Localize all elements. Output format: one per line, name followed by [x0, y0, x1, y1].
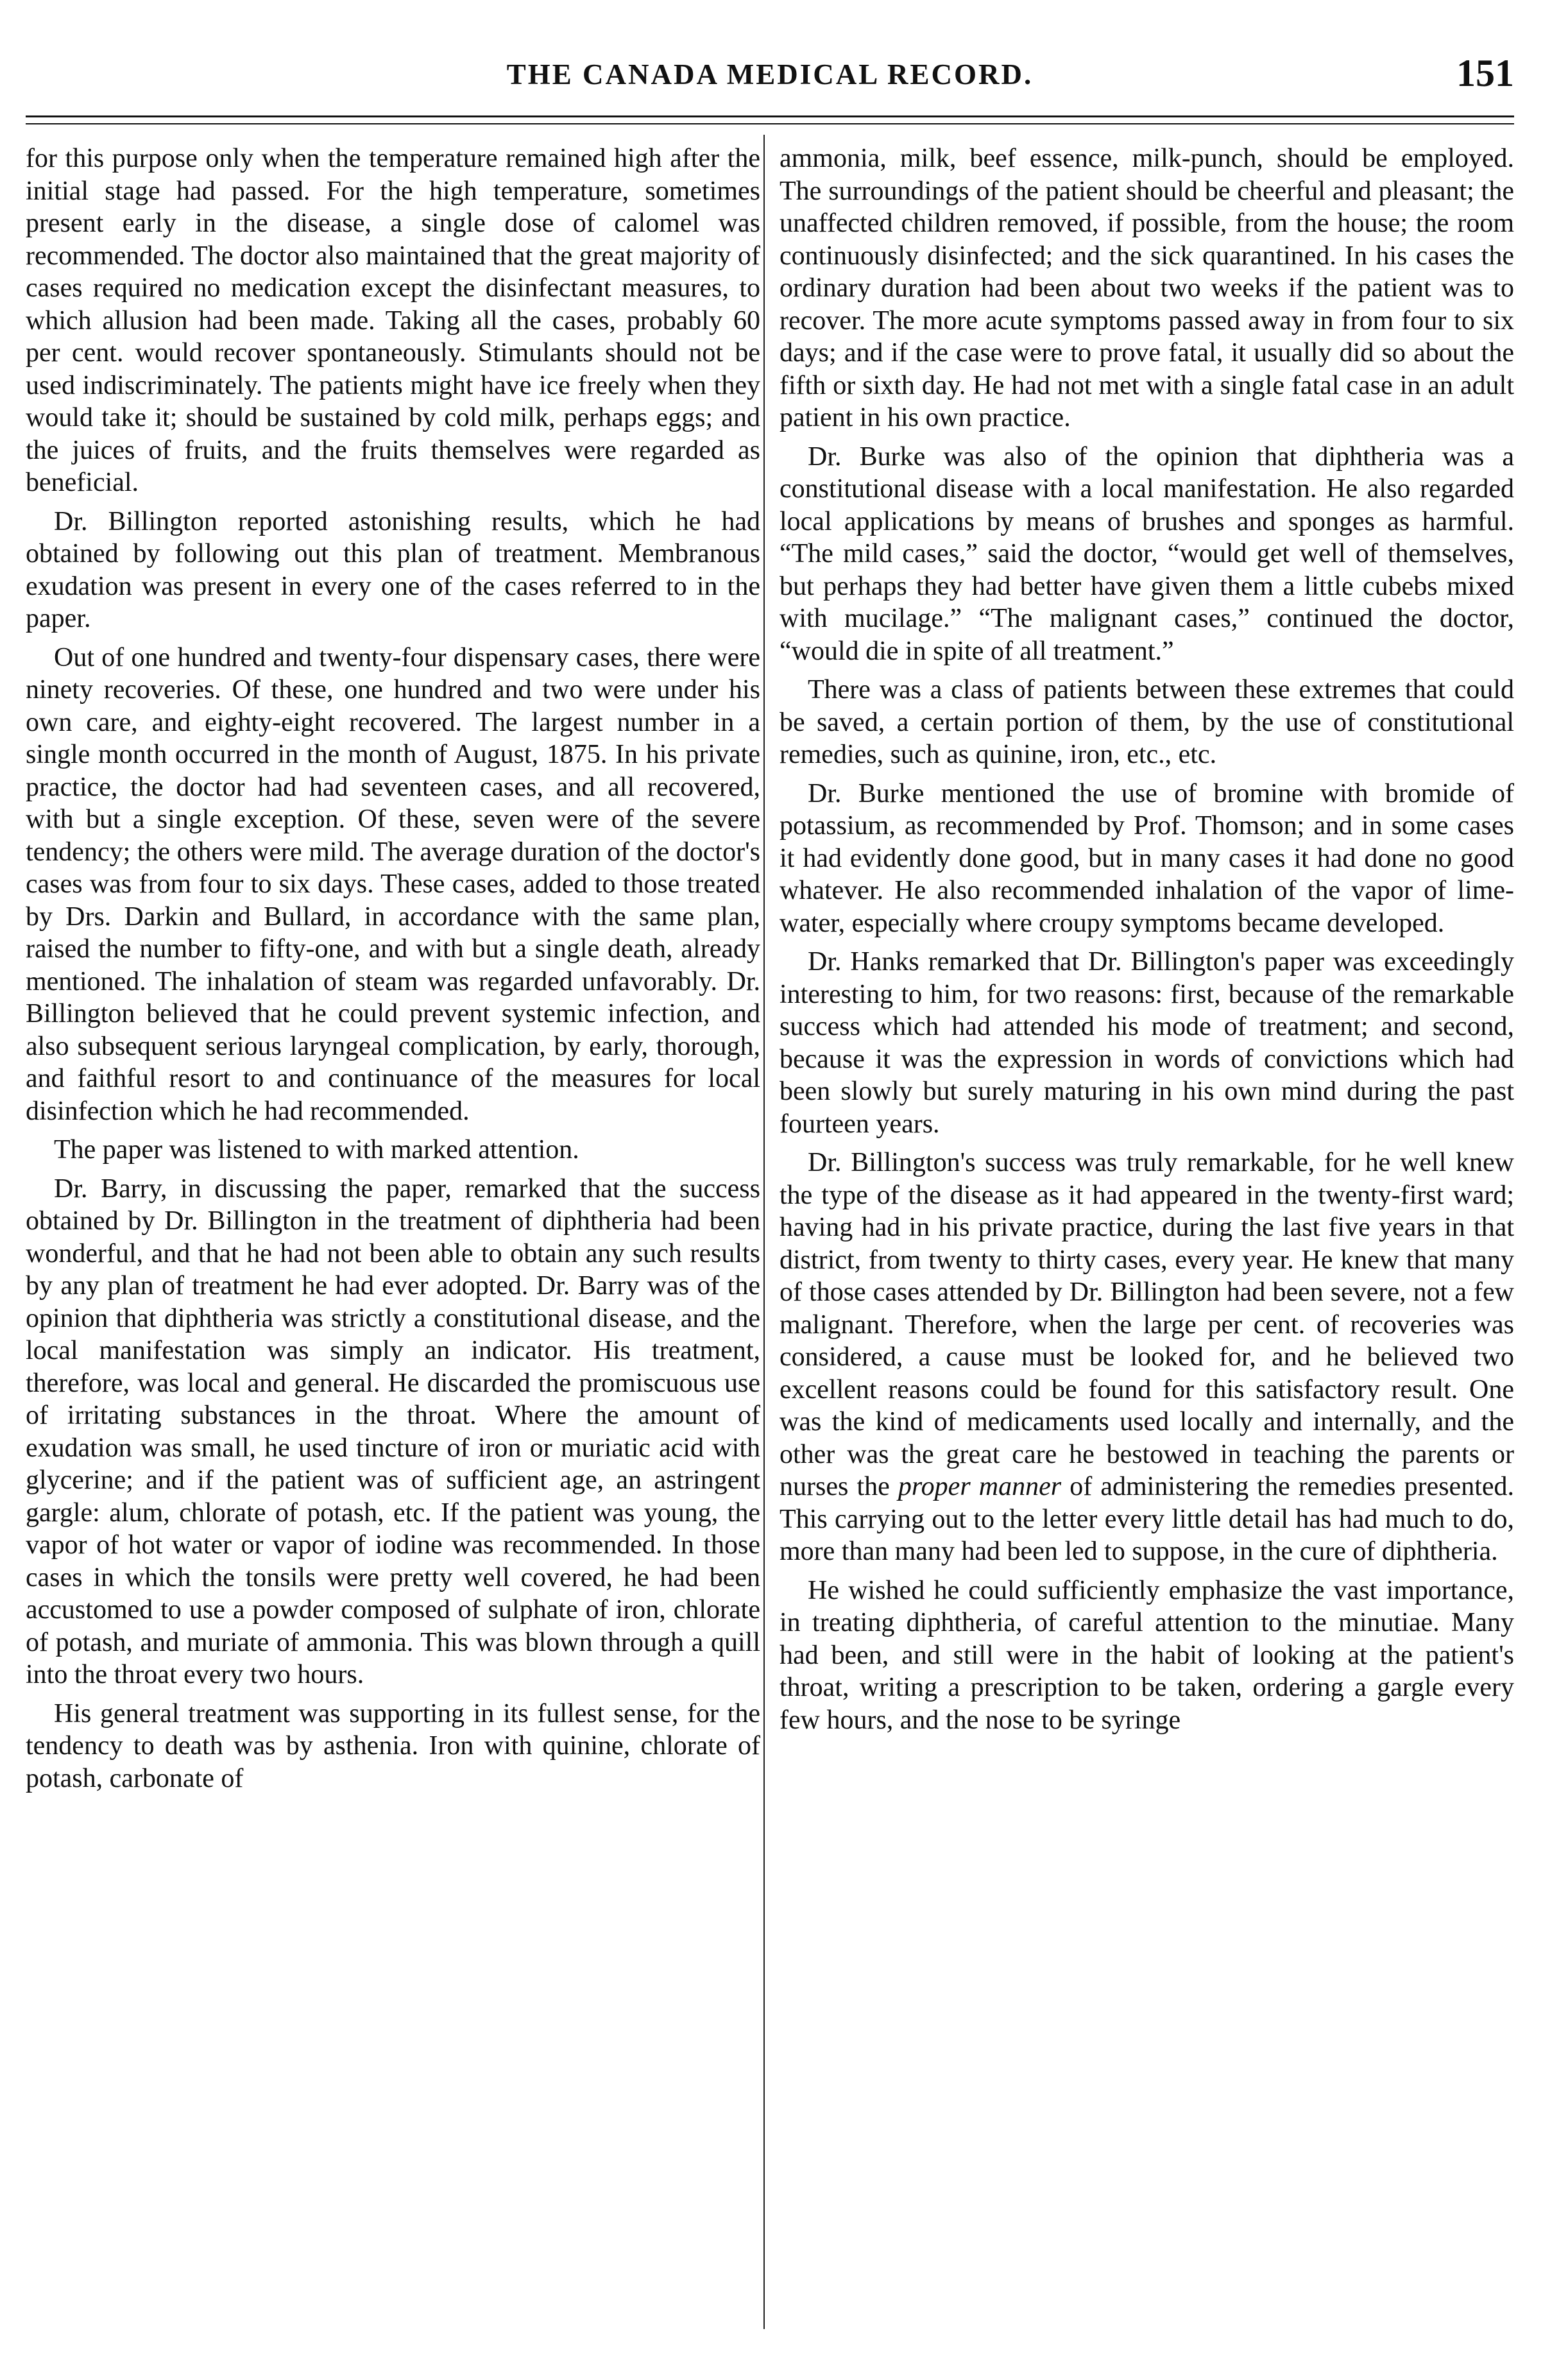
paragraph: There was a class of patients between these extremes that could be saved, a certain portion of them, by the use of constitutional remedies, such as quinine, iron, etc., etc. — [780, 675, 1514, 769]
paragraph: Dr. Barry, in discussing the paper, remarked that the success obtained by Dr. Billington in the treatment of diphtheria had been wonderful, and that he had not been able to obtain any such results by any plan of treatment he had ever adopted. Dr. Barry was of the opinion that diphtheria was strictly a constitutional disease, and the local manifestation was simply an indicator. His treatment, therefore, was local and general. He discarded the promiscuous use of irritating substances in the throat. Where the amount of exudation was small, he used tincture of iron or muriatic acid with glycerine; and if the patient was of sufficient age, an astringent gargle: alum, chlorate of potash, etc. If the patient was young, the vapor of hot water or vapor of iodine was recommended. In those cases in which the tonsils were pretty well covered, he had been accustomed to use a powder composed of sulphate of iron, chlorate of potash, and muriate of ammonia. This was blown through a quill into the throat every two hours. — [26, 1174, 760, 1689]
left-column — [26, 142, 760, 1795]
page-header — [26, 46, 1514, 104]
paragraph: Dr. Burke was also of the opinion that diphtheria was a constitutional disease with a local manifestation. He also regarded local applications by means of brushes and sponges as harmful. “The mild cases,” said the doctor, “would get well of themselves, but perhaps they had better have given them a little cubebs mixed with mucilage.” “The malignant cases,” continued the doctor, “would die in spite of all treatment.” — [780, 441, 1514, 666]
header-rule — [26, 115, 1514, 117]
paragraph: Dr. Hanks remarked that Dr. Billington's paper was exceedingly interesting to him, for two reasons: first, because of the remarkable success which had attended his mode of treatment; and second, because it was the expression in words of convictions which had been slowly but surely maturing in his own mind during the past fourteen years. — [780, 947, 1514, 1139]
paragraph: Out of one hundred and twenty-four dispensary cases, there were ninety recoveries. Of these, one hundred and two were under his own care, and eighty-eight recovered. The largest number in a single month occurred in the month of August, 1875. In his private practice, the doctor had had seventeen cases, and all recovered, with but a single exception. Of these, seven were of the severe tendency; the others were mild. The average duration of the doctor's cases was from four to six days. These cases, added to those treated by Drs. Darkin and Bullard, in accordance with the same plan, raised the number to fifty-one, and with but a single death, already mentioned. The inhalation of steam was regarded unfavorably. Dr. Billington believed that he could prevent systemic infection, and also subsequent serious laryngeal complication, by early, thorough, and faithful resort to and continuance of the measures for local disinfection which he had recommended. — [26, 642, 760, 1126]
paragraph: Dr. Burke mentioned the use of bromine with bromide of potassium, as recommended by Prof. Thomson; and in some cases it had evidently done good, but in many cases it had done no good whatever. He also recommended inhalation of the vapor of lime-water, especially where croupy symptoms became developed. — [780, 778, 1514, 938]
paragraph: He wished he could sufficiently emphasize the vast importance, in treating diphtheria, of careful attention to the minutiae. Many had been, and still were in the habit of looking at the patient's throat, writing a prescription to be taken, ordering a gargle every few hours, and the nose to be syringe — [780, 1575, 1514, 1735]
paragraph — [780, 1147, 1514, 1568]
paragraph-text: Dr. Billington's success was truly remarkable, for he well knew the type of the disease as it had appeared in the twenty-first ward; having had in his private practice, during the last five years in that district, from twenty to thirty cases, every year. He knew that many of those cases attended by Dr. Billington had been severe, not a few malignant. Therefore, when the large per cent. of recoveries was considered, a cause must be looked for, and he believed two excellent reasons could be found for this satisfactory result. One was the kind of medicaments used locally and internally, and the other was the great care he bestowed in teaching the parents or nurses the — [780, 1148, 1514, 1501]
column-divider — [763, 135, 765, 2329]
emphasis-text: proper manner — [898, 1472, 1062, 1501]
right-column — [780, 142, 1514, 1736]
paragraph-text: of administering the remedies presented. This carrying out to the letter every little detail has had much to do, more than many had been led to suppose, in the cure of diphtheria. — [780, 1472, 1514, 1566]
running-head: THE CANADA MEDICAL RECORD. — [506, 58, 1034, 90]
paragraph: His general treatment was supporting in its fullest sense, for the tendency to death was by asthenia. Iron with quinine, chlorate of potash, carbonate of — [26, 1698, 760, 1793]
paragraph: for this purpose only when the temperature remained high after the initial stage had passed. For the high temperature, sometimes present early in the disease, a single dose of calomel was recommended. The doctor also maintained that the great majority of cases required no medication except the disinfectant measures, to which allusion had been made. Taking all the cases, probably 60 per cent. would recover spontaneously. Stimulants should not be used indiscriminately. The patients might have ice freely when they would take it; should be sustained by cold milk, perhaps eggs; and the juices of fruits, and the fruits themselves were regarded as beneficial. — [26, 144, 760, 497]
paragraph: Dr. Billington reported astonishing results, which he had obtained by following out this plan of treatment. Membranous exudation was present in every one of the cases referred to in the paper. — [26, 506, 760, 633]
paragraph: The paper was listened to with marked attention. — [54, 1135, 579, 1165]
page-number: 151 — [1456, 52, 1514, 94]
paragraph: ammonia, milk, beef essence, milk-punch, should be employed. The surroundings of the patient should be cheerful and pleasant; the unaffected children removed, if possible, from the house; the room continuously disinfected; and the sick quarantined. In his cases the ordinary duration had been about two weeks if the patient was to recover. The more acute symptoms passed away in from four to six days; and if the case were to prove fatal, it usually did so about the fifth or sixth day. He had not met with a single fatal case in an adult patient in his own practice. — [780, 144, 1514, 432]
header-rule-double — [26, 123, 1514, 124]
